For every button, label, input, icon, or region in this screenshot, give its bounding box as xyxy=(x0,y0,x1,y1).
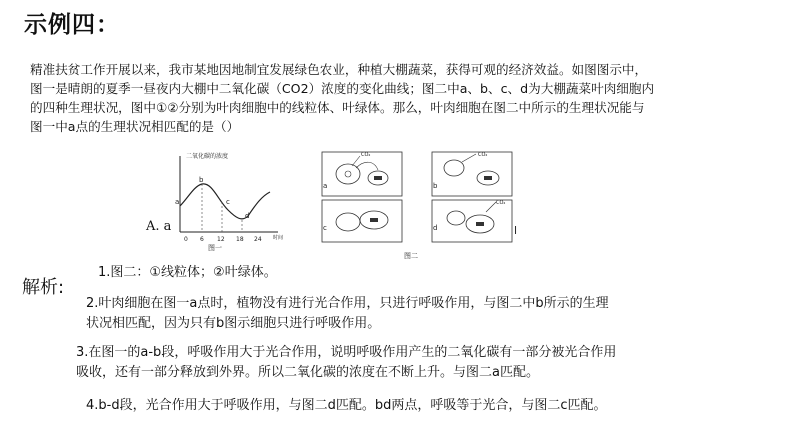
analysis-line: 状况相匹配，因为只有b图示细胞只进行呼吸作用。 xyxy=(86,316,381,331)
analysis-line: 吸收，还有一部分释放到外界。所以二氧化碳的浓度在不断上升。与图二a匹配。 xyxy=(76,365,539,380)
analysis-line: 2.叶肉细胞在图一a点时，植物没有进行光合作用，只进行呼吸作用，与图二中b所示的生理 xyxy=(86,296,609,311)
point-label-d: d xyxy=(245,212,250,220)
figures-panel xyxy=(142,146,522,268)
point-label-a: a xyxy=(175,198,180,206)
question-line: 的四种生理状况，图中①②分别为叶肉细胞中的线粒体、叶绿体。那么，叶肉细胞在图二中所示的生理状况能与 xyxy=(30,100,645,115)
tick-label: 18 xyxy=(236,236,244,243)
cell-diagram-d xyxy=(432,200,512,242)
cell-label: b xyxy=(433,182,438,190)
cell-label: c xyxy=(323,224,327,232)
bracket-mark: l xyxy=(514,224,518,237)
figure-caption: 图一 xyxy=(208,244,222,252)
mitochondrion-icon xyxy=(336,213,360,231)
arrow-icon xyxy=(352,156,360,166)
cell-diagram-b xyxy=(432,152,512,196)
question-line: 图一是晴朗的夏季一昼夜内大棚中二氧化碳（CO2）浓度的变化曲线；图二中a、b、c、d为大棚蔬菜叶肉细胞内 xyxy=(30,81,655,96)
arrow-icon xyxy=(462,154,476,162)
tick-label: 6 xyxy=(200,236,204,243)
question-line: 图一中a点的生理状况相匹配的是（） xyxy=(30,119,240,134)
arrow-icon xyxy=(356,162,378,170)
example-title: 示例四： xyxy=(24,12,120,38)
tick-label: 0 xyxy=(184,236,188,243)
gas-label: CO₂ xyxy=(478,152,488,158)
y-axis-label: 二氧化碳的浓度 xyxy=(186,153,229,160)
cell-diagram-c xyxy=(322,200,402,242)
point-label-b: b xyxy=(199,176,204,184)
mitochondrion-icon xyxy=(336,164,360,184)
tick-label: 24 xyxy=(254,236,262,243)
cell-label: d xyxy=(433,224,438,232)
question-line: 精准扶贫工作开展以来，我市某地因地制宜发展绿色农业，种植大棚蔬菜，获得可观的经济效益。如图图示中， xyxy=(30,62,648,77)
cell-diagram-a xyxy=(322,152,402,196)
analysis-step-2 xyxy=(86,294,766,334)
gas-label: CO₂ xyxy=(496,200,506,206)
x-axis-label: 时间 xyxy=(273,235,284,241)
answer-choice-a: A. a xyxy=(146,219,172,234)
analysis-step-1: 1.图二：①线粒体；②叶绿体。 xyxy=(98,265,277,280)
mitochondrion-icon xyxy=(447,211,465,225)
point-label-c: c xyxy=(226,198,230,206)
co2-curve xyxy=(180,184,270,219)
arrow-icon xyxy=(486,202,496,212)
gas-label: CO₂ xyxy=(361,152,371,158)
figure-one-chart xyxy=(175,152,283,252)
figure-two xyxy=(322,152,517,260)
figure-caption: 图二 xyxy=(404,252,418,260)
analysis-label: 解析: xyxy=(22,277,65,298)
mitochondrion-icon xyxy=(444,160,464,176)
analysis-step-4: 4.b-d段，光合作用大于呼吸作用，与图二d匹配。bd两点，呼吸等于光合，与图二c匹配。 xyxy=(86,398,607,413)
cell-label: a xyxy=(323,182,328,190)
analysis-line: 3.在图一的a-b段，呼吸作用大于光合作用，说明呼吸作用产生的二氧化碳有一部分被光合作用 xyxy=(76,345,617,360)
tick-label: 12 xyxy=(217,236,225,243)
analysis-step-3 xyxy=(76,343,766,383)
question-text xyxy=(30,60,770,136)
